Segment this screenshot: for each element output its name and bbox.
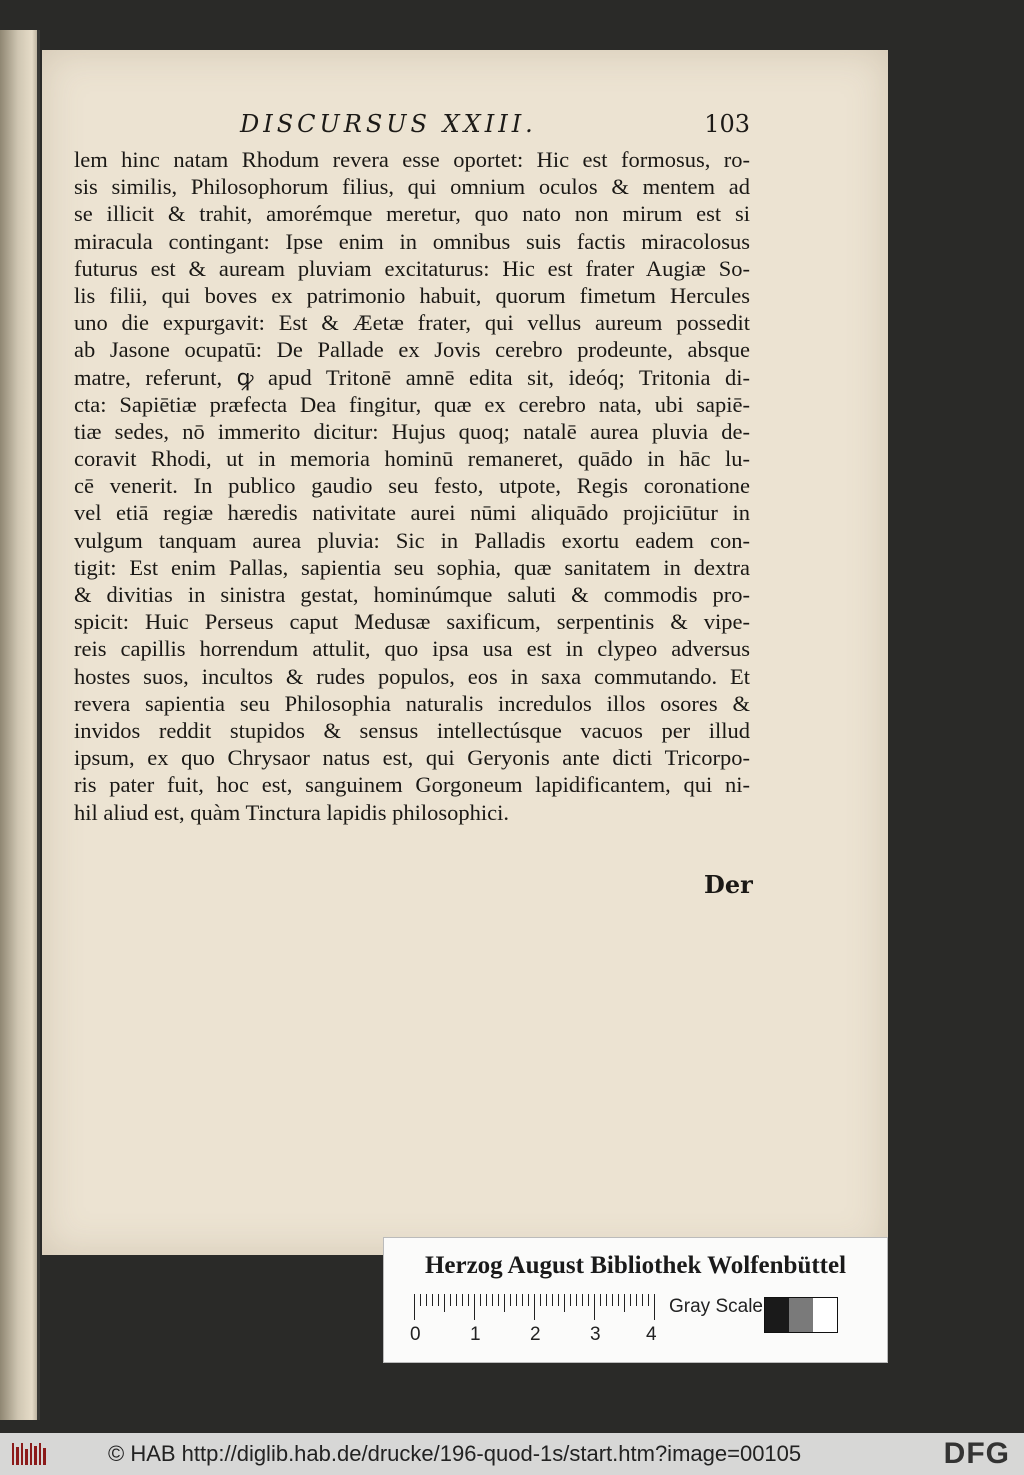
barcode-logo-icon xyxy=(10,1439,48,1469)
ruler-tick xyxy=(468,1294,469,1306)
catchword: Der xyxy=(704,870,753,899)
ruler-tick xyxy=(552,1294,553,1306)
text-line: hil aliud est, quàm Tinctura lapidis philosophici. xyxy=(74,799,509,825)
ruler-tick xyxy=(570,1294,571,1306)
ruler-tick xyxy=(432,1294,433,1306)
ruler-tick xyxy=(600,1294,601,1306)
ruler-tick xyxy=(546,1294,547,1306)
ruler-tick xyxy=(522,1294,523,1306)
adjacent-page-edge xyxy=(0,30,40,1420)
scale-ruler xyxy=(414,1294,654,1320)
ruler-tick xyxy=(582,1294,583,1306)
text-line: vulgum tanquam aurea pluvia: Sic in Palladis exortu eadem con- xyxy=(74,527,750,553)
ruler-tick xyxy=(510,1294,511,1306)
text-line: coravit Rhodi, ut in memoria hominū remaneret, quādo in hāc lu- xyxy=(74,446,750,472)
page-number: 103 xyxy=(704,110,750,138)
ruler-tick xyxy=(558,1294,559,1306)
ruler-tick xyxy=(426,1294,427,1306)
body-text xyxy=(74,146,750,826)
ruler-tick xyxy=(594,1294,595,1320)
ruler-tick xyxy=(438,1294,439,1306)
text-line: tigit: Est enim Pallas, sapientia seu sophia, quæ sanitatem in dextra xyxy=(74,554,750,580)
ruler-tick xyxy=(516,1294,517,1306)
scale-number: 2 xyxy=(530,1324,541,1345)
ruler-tick xyxy=(414,1294,415,1320)
text-line: hostes suos, incultos & rudes populos, eos in saxa commutando. Et xyxy=(74,663,750,689)
ruler-tick xyxy=(420,1294,421,1306)
swatch-gray xyxy=(789,1298,813,1332)
ruler-tick xyxy=(498,1294,499,1306)
text-line: vel etiā regiæ hæredis nativitate aurei nūmi aliquādo projiciūtur in xyxy=(74,500,750,526)
text-line: miracula contingant: Ipse enim in omnibus suis factis miracolosus xyxy=(74,228,750,254)
ruler-tick xyxy=(480,1294,481,1306)
ruler-tick xyxy=(486,1294,487,1306)
footer-bar xyxy=(0,1433,1024,1475)
ruler-tick xyxy=(642,1294,643,1306)
text-line: & divitias in sinistra gestat, hominúmque saluti & commodis pro- xyxy=(74,582,750,607)
text-line: ipsum, ex quo Chrysaor natus est, qui Geryonis ante dicti Tricorpo- xyxy=(74,745,750,771)
text-line: spicit: Huic Perseus caput Medusæ saxificum, serpentinis & vipe- xyxy=(74,609,750,635)
ruler-tick xyxy=(450,1294,451,1306)
text-line: matre, referunt, ꝙ apud Tritonē amnē edita sit, ideóq; Tritonia di- xyxy=(74,364,750,390)
running-header xyxy=(240,110,750,142)
ruler-tick xyxy=(624,1294,625,1312)
ruler-tick xyxy=(564,1294,565,1312)
ruler-tick xyxy=(618,1294,619,1306)
text-line: lis filii, qui boves ex patrimonio habuit, quorum fimetum Hercules xyxy=(74,282,750,308)
ruler-tick xyxy=(648,1294,649,1306)
text-line: tiæ sedes, nō immerito dicitur: Hujus quoq; natalē aurea pluvia de- xyxy=(74,418,750,444)
ruler-tick xyxy=(462,1294,463,1306)
gray-scale-label: Gray Scale xyxy=(669,1296,763,1317)
text-line: cē venerit. In publico gaudio seu festo, utpote, Regis coronatione xyxy=(74,473,750,499)
gray-scale-swatches xyxy=(764,1297,838,1333)
text-line: uno die expurgavit: Est & Æetæ frater, qui vellus aureum possedit xyxy=(74,310,750,336)
ruler-tick xyxy=(612,1294,613,1306)
ruler-tick xyxy=(444,1294,445,1312)
dfg-logo: DFG xyxy=(943,1437,1010,1470)
scale-number: 0 xyxy=(410,1324,421,1345)
text-line: futurus est & auream pluviam excitaturus: Hic est frater Augiæ So- xyxy=(74,255,750,281)
swatch-white xyxy=(813,1298,837,1332)
library-label-card xyxy=(383,1237,888,1363)
ruler-tick xyxy=(474,1294,475,1320)
ruler-tick xyxy=(504,1294,505,1312)
library-name: Herzog August Bibliothek Wolfenbüttel xyxy=(424,1252,847,1279)
ruler-tick xyxy=(492,1294,493,1306)
ruler-tick xyxy=(636,1294,637,1306)
text-line: revera sapientia seu Philosophia naturalis incredulos illos osores & xyxy=(74,690,750,716)
running-title: DISCURSUS XXIII. xyxy=(240,110,537,138)
text-line: lem hinc natam Rhodum revera esse oportet: Hic est formosus, ro- xyxy=(74,147,750,172)
ruler-tick xyxy=(528,1294,529,1306)
scale-number: 3 xyxy=(590,1324,601,1345)
text-line: cta: Sapiētiæ præfecta Dea fingitur, quæ ex cerebro nata, ubi sapiē- xyxy=(74,391,750,417)
ruler-tick xyxy=(654,1294,655,1320)
text-line: se illicit & trahit, amorémque meretur, quo nato non mirum est si xyxy=(74,201,750,227)
ruler-tick xyxy=(576,1294,577,1306)
scale-number: 4 xyxy=(646,1324,657,1345)
text-line: ab Jasone ocupatū: De Pallade ex Jovis cerebro prodeunte, absque xyxy=(74,337,750,363)
ruler-tick xyxy=(456,1294,457,1306)
copyright-url: © HAB http://diglib.hab.de/drucke/196-quod-1s/start.htm?image=00105 xyxy=(108,1441,802,1466)
scale-number: 1 xyxy=(470,1324,481,1345)
ruler-tick xyxy=(534,1294,535,1320)
text-line: ris pater fuit, hoc est, sanguinem Gorgoneum lapidificantem, qui ni- xyxy=(74,772,750,798)
ruler-tick xyxy=(606,1294,607,1306)
ruler-tick xyxy=(630,1294,631,1306)
text-line: reis capillis horrendum attulit, quo ipsa usa est in clypeo adversus xyxy=(74,636,750,662)
text-line: sis similis, Philosophorum filius, qui omnium oculos & mentem ad xyxy=(74,174,750,200)
ruler-tick xyxy=(540,1294,541,1306)
text-line: invidos reddit stupidos & sensus intellectúsque vacuos per illud xyxy=(74,717,750,743)
ruler-tick xyxy=(588,1294,589,1306)
swatch-black xyxy=(765,1298,789,1332)
